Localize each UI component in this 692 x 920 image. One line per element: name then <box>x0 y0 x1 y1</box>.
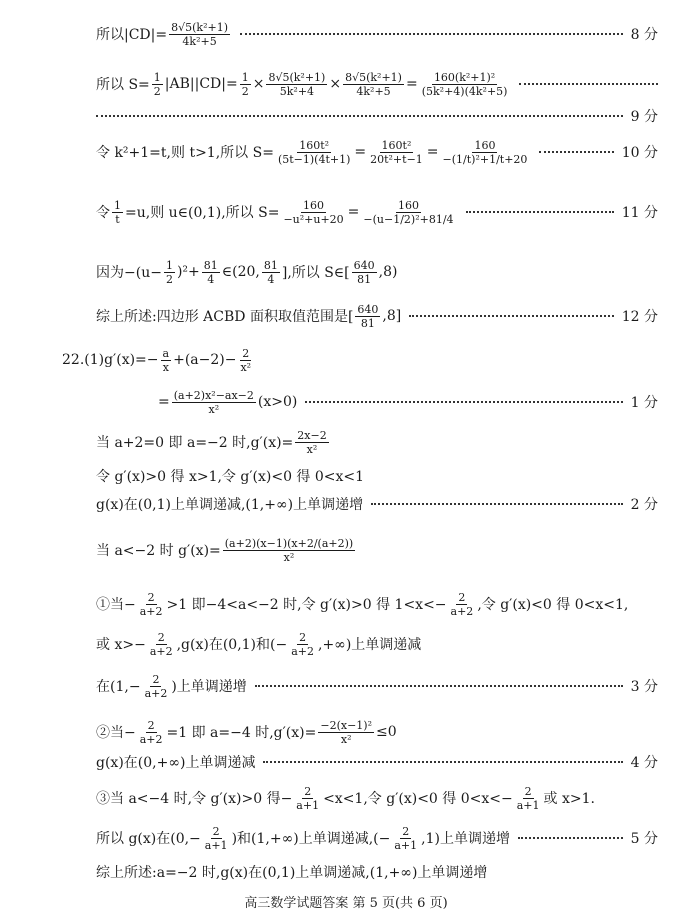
solution-line <box>0 296 692 336</box>
page-footer: 高三数学试题答案 第 5 页(共 6 页) <box>244 896 448 911</box>
fraction: $\frac{2}{a+1}$ <box>394 824 418 852</box>
fraction: $\frac{1}{2}$ <box>241 70 249 98</box>
equals-sign: = <box>426 144 439 160</box>
line-text: ,1)上单调递增 <box>421 831 510 847</box>
line-text: )上单调递增 <box>171 679 247 695</box>
fraction: $\frac{(a+2)(x-1)(x+2/(a+2))}{\text{x²}}$ <box>224 536 354 564</box>
line-text: 令 g′(x)>0 得 x>1,令 g′(x)<0 得 0<x<1 <box>96 469 365 485</box>
line-text: ③当 a<−4 时,令 g′(x)>0 得− <box>96 791 293 807</box>
fraction: $\frac{1}{t}$ <box>114 198 121 226</box>
line-text: =u,则 u∈(0,1),所以 S= <box>125 205 280 221</box>
solution-line <box>0 340 692 380</box>
leader-dots <box>371 503 623 505</box>
line-text: ],所以 S∈[ <box>281 265 350 281</box>
leader-dots <box>539 151 613 153</box>
leader-dots <box>263 761 622 763</box>
fraction: $\frac{\text{−2(x−1)²}}{\text{x²}}$ <box>320 718 372 746</box>
fraction: $\frac{81}{4}$ <box>203 258 218 286</box>
solution-line <box>0 742 692 782</box>
line-text: ,g(x)在(0,1)和(− <box>176 637 288 653</box>
fraction: $\frac{\text{8√5(k²+1)}}{\text{4k²+5}}$ <box>171 20 228 48</box>
fraction: $\frac{160}{\text{−(u−1/2)²+81/4}}$ <box>363 198 454 226</box>
leader-dots <box>255 685 623 687</box>
line-text: )²+ <box>176 264 200 280</box>
line-text: ∈(20, <box>221 264 260 280</box>
line-text: 当 a<−2 时 g′(x)= <box>96 543 221 559</box>
score-label: 9 分 <box>630 109 658 125</box>
solution-line <box>0 530 692 570</box>
fraction: $\frac{160}{\text{−u²+u+20}}$ <box>283 198 344 226</box>
fraction: $\frac{640}{81}$ <box>353 258 375 286</box>
line-text: 令 k²+1=t,则 t>1,所以 S= <box>96 145 274 161</box>
fraction: $\frac{\text{160(k²+1)²}}{\text{(5k²+4)(4k²+5)}}$ <box>421 70 508 98</box>
line-text: (x>0) <box>257 394 298 410</box>
fraction: $\frac{2}{a+2}$ <box>139 718 163 746</box>
line-text: >1 即−4<a<−2 时,令 g′(x)>0 得 1<x<− <box>166 597 447 613</box>
line-text: ,+∞)上单调递减 <box>318 637 422 653</box>
solution-line <box>0 484 692 524</box>
leader-dots <box>96 115 623 117</box>
fraction: $\frac{2}{a+2}$ <box>149 630 173 658</box>
line-text: 综上所述:四边形 ACBD 面积取值范围是[ <box>96 309 354 325</box>
score-label: 11 分 <box>621 205 658 221</box>
line-text: ,8) <box>378 264 398 280</box>
line-text: 或 x>1. <box>543 791 595 807</box>
line-text: ①当− <box>96 597 136 613</box>
fraction: $\frac{2}{a+2}$ <box>144 672 168 700</box>
line-text: )和(1,+∞)上单调递减,(− <box>231 831 391 847</box>
line-text: ②当− <box>96 725 136 741</box>
fraction: $\frac{a}{x}$ <box>162 346 170 374</box>
score-label: 10 分 <box>621 145 658 161</box>
score-label: 12 分 <box>621 309 658 325</box>
solution-line <box>0 14 692 54</box>
fraction: $\frac{81}{4}$ <box>263 258 278 286</box>
score-label: 1 分 <box>630 395 658 411</box>
line-text: ,令 g′(x)<0 得 0<x<1, <box>477 597 629 613</box>
leader-dots <box>518 837 623 839</box>
equals-sign: = <box>354 144 367 160</box>
line-text: +(a−2)− <box>173 352 237 368</box>
solution-line <box>0 132 692 172</box>
leader-dots <box>305 401 622 403</box>
solution-line <box>0 96 692 136</box>
line-text: 在(1,− <box>96 679 141 695</box>
fraction: $\frac{1}{2}$ <box>165 258 173 286</box>
leader-dots <box>409 315 613 317</box>
fraction: $\frac{\text{8√5(k²+1)}}{\text{5k²+4}}$ <box>268 70 326 98</box>
equals-sign: = <box>347 204 360 220</box>
line-text: ≤0 <box>376 724 397 740</box>
fraction: $\frac{\text{160t²}}{(5t-1)(4t+1)}$ <box>277 138 351 166</box>
line-text: 因为−(u− <box>96 265 162 281</box>
line-text: =1 即 a=−4 时,g′(x)= <box>166 725 317 741</box>
fraction: $\frac{2}{a+2}$ <box>139 590 163 618</box>
leader-dots <box>466 211 614 213</box>
score-label: 8 分 <box>630 27 658 43</box>
score-label: 3 分 <box>630 679 658 695</box>
times-sign: × <box>252 76 265 92</box>
fraction: $\frac{2}{a+1}$ <box>296 784 320 812</box>
solution-line <box>0 666 692 706</box>
line-text: g(x)在(0,+∞)上单调递减 <box>96 755 256 771</box>
line-text: g(x)在(0,1)上单调递减,(1,+∞)上单调递增 <box>96 497 364 513</box>
line-text: 所以|CD|= <box>96 27 168 43</box>
score-label: 5 分 <box>630 831 658 847</box>
fraction: $\frac{640}{81}$ <box>357 302 379 330</box>
score-label: 2 分 <box>630 497 658 513</box>
solution-line <box>0 778 692 818</box>
fraction: $\frac{2x-2}{\text{x²}}$ <box>297 428 327 456</box>
leader-dots <box>240 33 623 35</box>
line-text: 令 <box>96 205 110 221</box>
solution-line <box>0 382 692 422</box>
solution-line <box>0 252 692 292</box>
fraction: $\frac{\text{160t²}}{\text{20t²+t−1}}$ <box>370 138 423 166</box>
fraction: $\frac{1}{2}$ <box>153 70 161 98</box>
line-text: |AB||CD|= <box>164 76 238 92</box>
equals-sign: = <box>405 76 418 92</box>
score-label: 4 分 <box>630 755 658 771</box>
leader-dots <box>519 83 658 85</box>
line-text: <x<1,令 g′(x)<0 得 0<x<− <box>323 791 513 807</box>
line-text: 22.(1)g′(x)=− <box>62 352 159 368</box>
fraction: $\frac{2}{a+1}$ <box>516 784 540 812</box>
line-text: 所以 S= <box>96 77 150 93</box>
equals-sign: = <box>158 394 170 410</box>
line-text: 所以 g(x)在(0,− <box>96 831 201 847</box>
fraction: $\frac{160}{\text{−(1/t)²+1/t+20}}$ <box>442 138 528 166</box>
solution-line <box>0 192 692 232</box>
fraction: $\frac{2}{a+2}$ <box>291 630 314 658</box>
line-text: 或 x>− <box>96 637 146 653</box>
fraction: $\frac{2}{\text{x²}}$ <box>240 346 252 374</box>
fraction: $\frac{2}{a+1}$ <box>204 824 228 852</box>
fraction: $\frac{2}{a+2}$ <box>450 590 474 618</box>
line-text: ,8] <box>382 308 402 324</box>
solution-line <box>0 624 692 664</box>
fraction: $\frac{\text{(a+2)x²−ax−2}}{\text{x²}}$ <box>173 388 254 416</box>
fraction: $\frac{\text{8√5(k²+1)}}{\text{4k²+5}}$ <box>345 70 402 98</box>
line-text: 当 a+2=0 即 a=−2 时,g′(x)= <box>96 435 294 451</box>
solution-line <box>0 852 692 892</box>
solution-line <box>0 584 692 624</box>
times-sign: × <box>329 76 342 92</box>
line-text: 综上所述:a=−2 时,g(x)在(0,1)上单调递减,(1,+∞)上单调递增 <box>96 865 488 881</box>
